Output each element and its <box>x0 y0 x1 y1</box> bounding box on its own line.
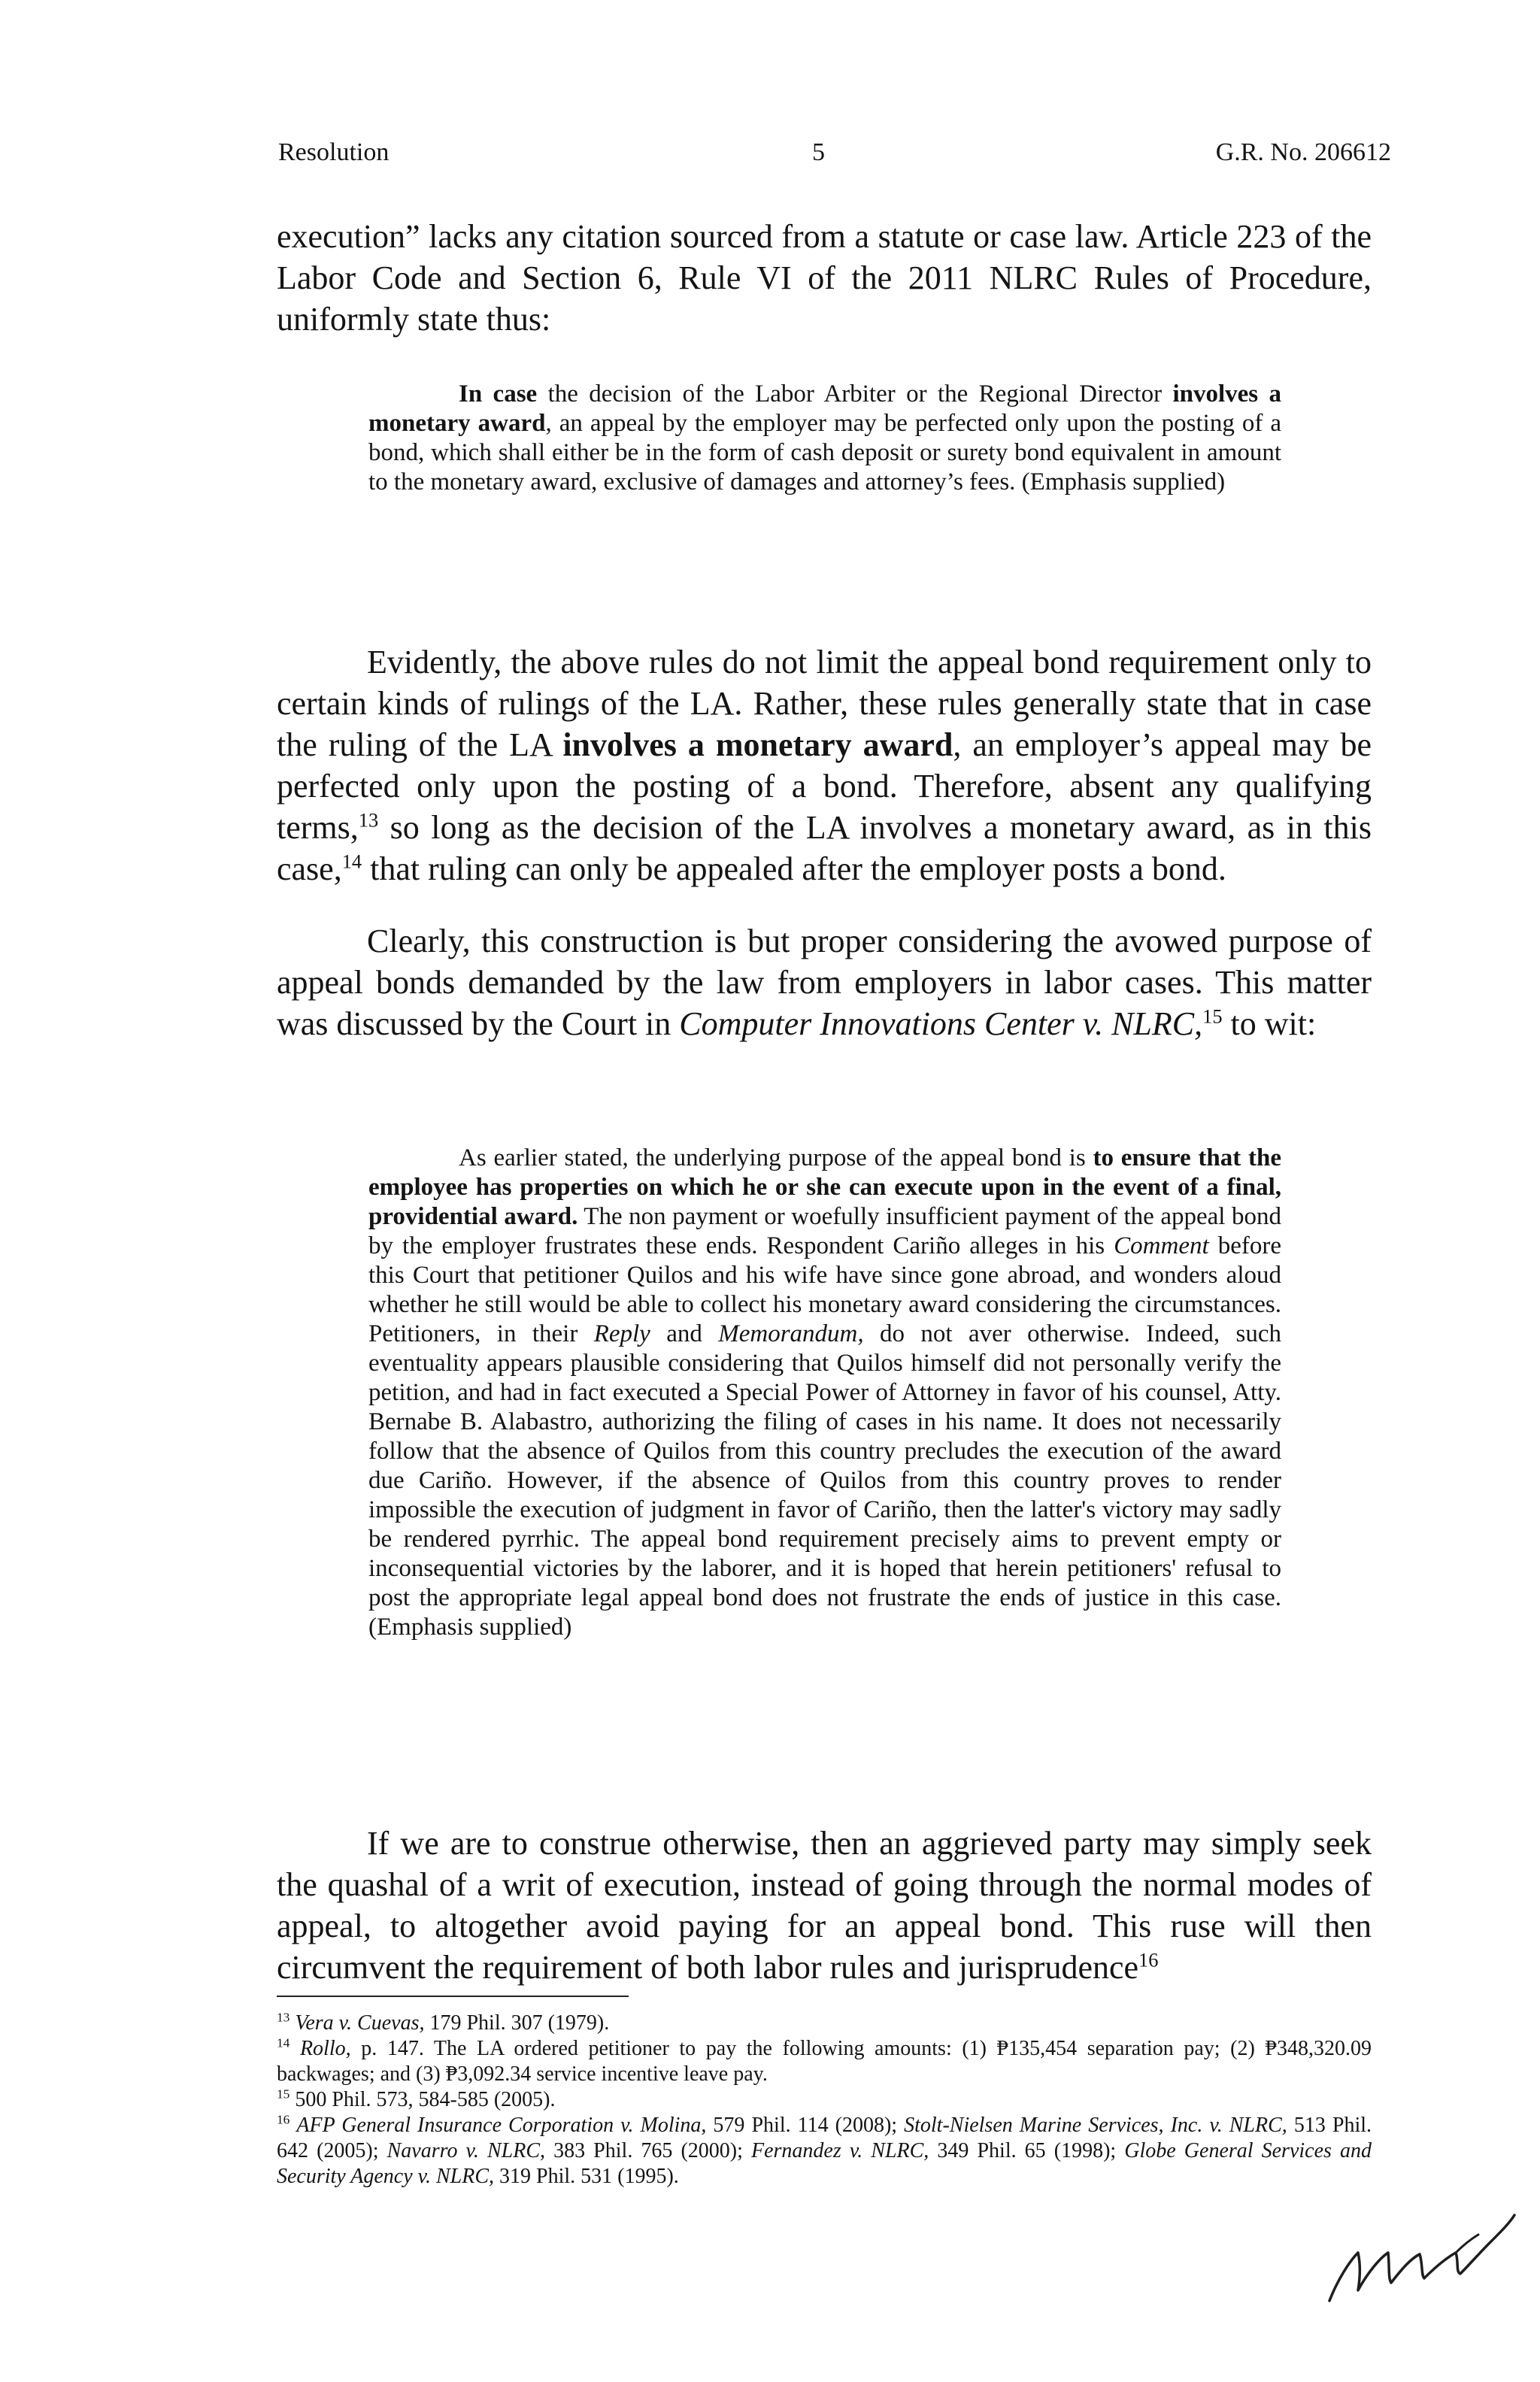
paragraph-evidently: Evidently, the above rules do not limit the appeal bond requirement only to certain kinds of rulings of the LA. Rather, these rules generally state that in case the ruling of the LA involves a monetary award, an employer’s appeal may be perfected only upon the posting of a bond. Therefore, absent any qualifying terms,$^{13}$ so long as the decision of the LA involves a monetary award, as in this case,$^{14}$ that ruling can only be appealed after the employer posts a bond. <box>277 644 1372 887</box>
handwritten-initials-signature <box>1323 2209 1519 2307</box>
footnote-ref-13[interactable]: 13 <box>358 808 379 832</box>
page-header <box>278 138 1391 176</box>
footnote-16: $^{16}$ AFP General Insurance Corporation v. Molina, 579 Phil. 114 (2008); Stolt-Nielsen Marine Services, Inc. v. NLRC, 513 Phil. 642 (2005); Navarro v. NLRC, 383 Phil. 765 (2000); Fernandez v. NLRC, 349 Phil. 65 (1998); Globe General Services and Security Agency v. NLRC, 319 Phil. 531 (1995). <box>277 2112 1372 2188</box>
block-quote-computer-innovations: As earlier stated, the underlying purpose of the appeal bond is to ensure that the employee has properties on which he or she can execute upon in the event of a final, providential award. The non payment or woefully insufficient payment of the appeal bond by the employer frustrates these ends. Respondent Cariño alleges in his Comment before this Court that petitioner Quilos and his wife have since gone abroad, and wonders aloud whether he still would be able to collect his monetary award considering the circumstances. Petitioners, in their Reply and Memorandum, do not aver otherwise. Indeed, such eventuality appears plausible considering that Quilos himself did not personally verify the petition, and had in fact executed a Special Power of Attorney in favor of his counsel, Atty. Bernabe B. Alabastro, authorizing the filing of cases in his name. It does not necessarily follow that the absence of Quilos from this country precludes the execution of the award due Cariño. However, if the absence of Quilos from this country proves to render impossible the execution of judgment in favor of Cariño, then the latter's victory may sadly be rendered pyrrhic. The appeal bond requirement precisely aims to prevent empty or inconsequential victories by the laborer, and it is hoped that herein petitioners' refusal to post the appropriate legal appeal bond does not frustrate the ends of justice in this case. (Emphasis supplied) <box>368 1144 1281 1641</box>
header-case-number: G.R. No. 206612 <box>1215 138 1391 166</box>
footnote-ref-16[interactable]: 16 <box>1138 1948 1159 1971</box>
paragraph-clearly: Clearly, this construction is but proper considering the avowed purpose of appeal bonds demanded by the law from employers in labor cases. This matter was discussed by the Court in Computer Innovations Center v. NLRC,$^{15}$ to wit: <box>277 923 1372 1042</box>
signature-scribble-icon <box>1323 2209 1519 2307</box>
block-quote-labor-code: In case the decision of the Labor Arbiter or the Regional Director involves a monetary award, an appeal by the employer may be perfected only upon the posting of a bond, which shall either be in the form of cash deposit or surety bond equivalent in amount to the monetary award, exclusive of damages and attorney’s fees. (Emphasis supplied) <box>368 380 1281 495</box>
footnote-13: $^{13}$ Vera v. Cuevas, 179 Phil. 307 (1979). <box>277 2010 610 2035</box>
footnote-ref-14[interactable]: 14 <box>341 850 362 873</box>
header-document-type: Resolution <box>278 138 390 166</box>
footnote-14: $^{14}$ Rollo, p. 147. The LA ordered petitioner to pay the following amounts: (1) ₱135,454 separation pay; (2) ₱348,320.09 backwages; and (3) ₱3,092.34 service incentive leave pay. <box>277 2035 1372 2086</box>
footnote-separator <box>277 1996 629 1997</box>
header-page-number: 5 <box>812 138 825 166</box>
footnotes-section <box>277 2011 1372 2190</box>
paragraph-intro: execution” lacks any citation sourced from a statute or case law. Article 223 of the Labor Code and Section 6, Rule VI of the 2011 NLRC Rules of Procedure, uniformly state thus: <box>277 218 1372 338</box>
footnote-ref-15[interactable]: 15 <box>1202 1005 1223 1028</box>
paragraph-construe: If we are to construe otherwise, then an aggrieved party may simply seek the quashal of a writ of execution, instead of going through the normal modes of appeal, to altogether avoid paying for an appeal bond. This ruse will then circumvent the requirement of both labor rules and jurisprudence$^{16}$ <box>277 1825 1372 1986</box>
footnote-15: $^{15}$ 500 Phil. 573, 584-585 (2005). <box>277 2087 556 2111</box>
